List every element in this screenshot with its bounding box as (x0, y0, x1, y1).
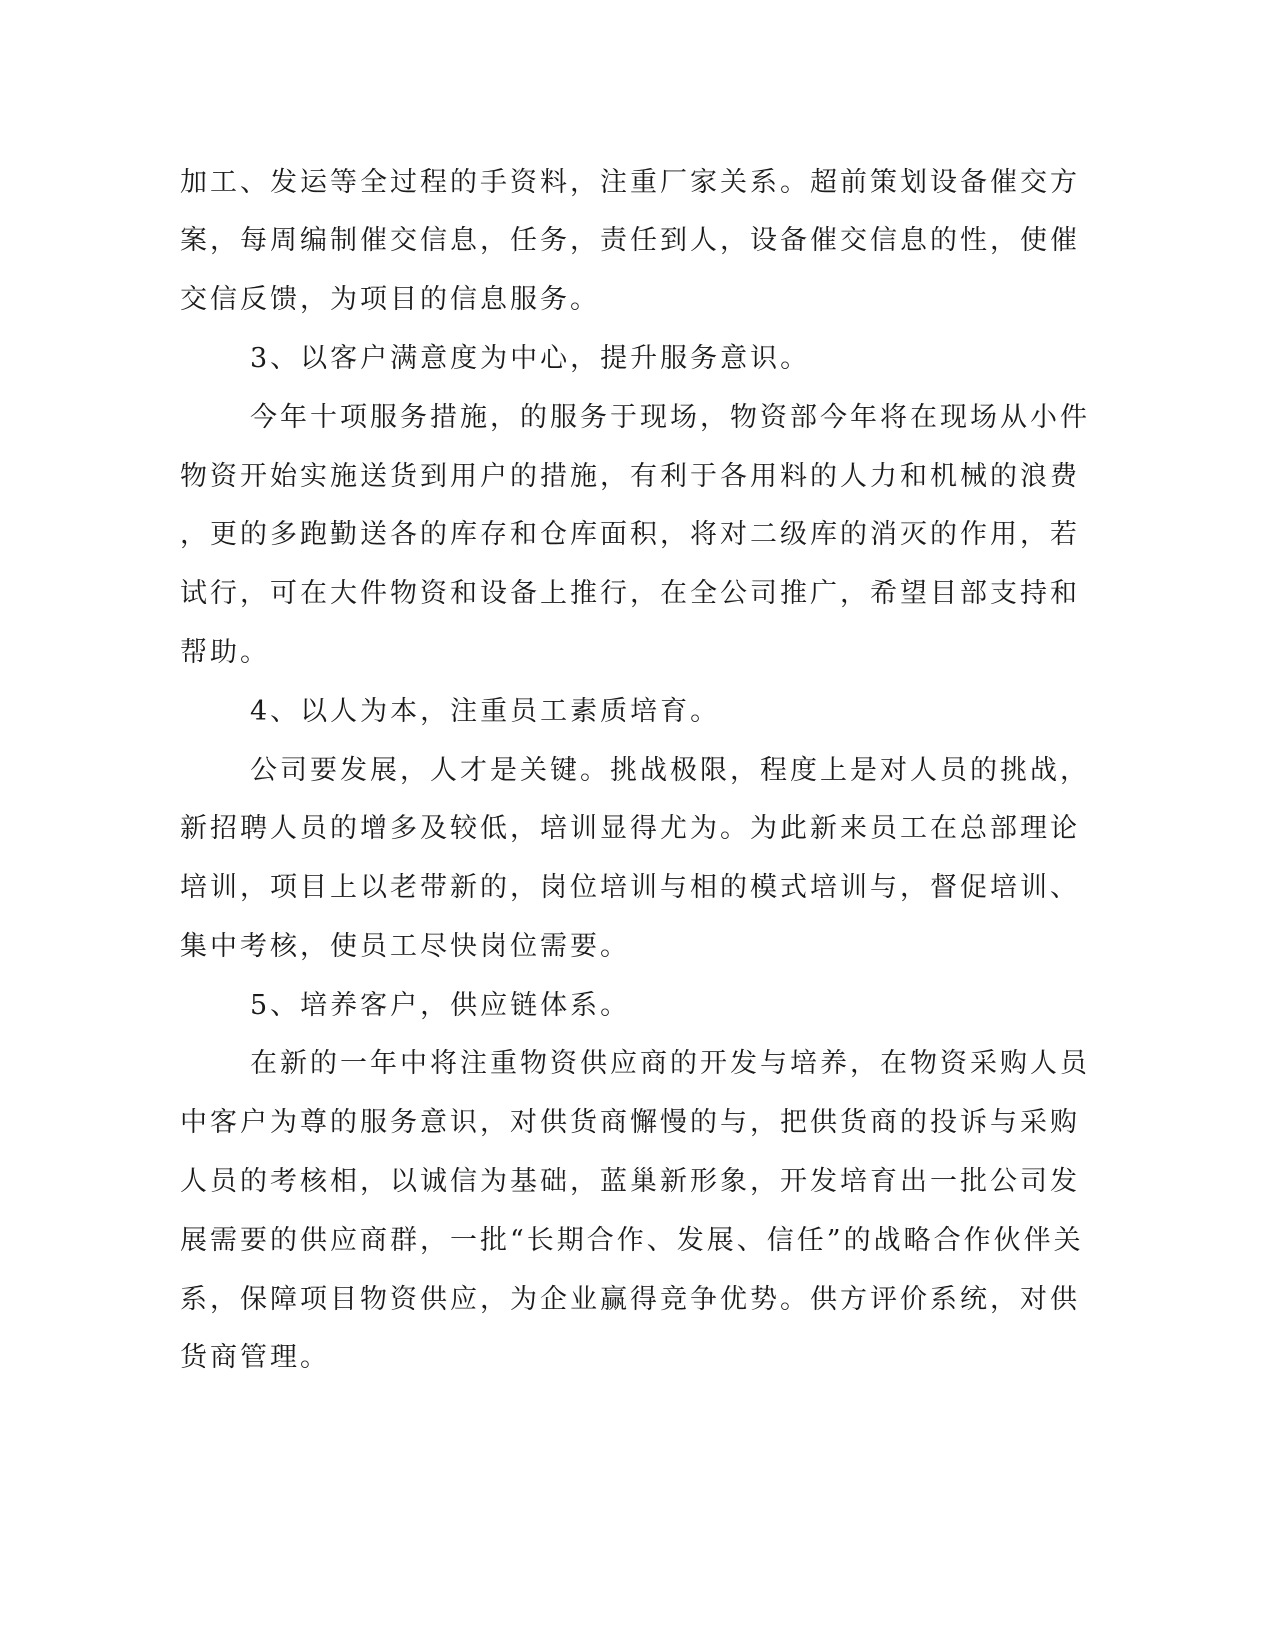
text-line: 人员的考核相，以诚信为基础，蓝巢新形象，开发培育出一批公司发 (180, 1166, 1080, 1197)
text-line: 交信反馈，为项目的信息服务。 (180, 284, 600, 315)
text-line: 案，每周编制催交信息，任务，责任到人，设备催交信息的性，使催 (180, 225, 1080, 256)
text-line: 帮助。 (180, 637, 270, 668)
text-line: 试行，可在大件物资和设备上推行，在全公司推广，希望目部支持和 (180, 578, 1080, 609)
text-line: 新招聘人员的增多及较低，培训显得尤为。为此新来员工在总部理论 (180, 813, 1080, 844)
text-line: 公司要发展，人才是关键。挑战极限，程度上是对人员的挑战， (250, 755, 1090, 786)
section-heading: 5、培养客户，供应链体系。 (250, 990, 631, 1021)
text-line: 在新的一年中将注重物资供应商的开发与培养，在物资采购人员 (250, 1048, 1090, 1079)
section-heading: 4、以人为本，注重员工素质培育。 (250, 696, 721, 727)
text-line: 系，保障项目物资供应，为企业赢得竞争优势。供方评价系统，对供 (180, 1284, 1080, 1315)
text-line: 加工、发运等全过程的手资料，注重厂家关系。超前策划设备催交方 (180, 167, 1080, 198)
text-line: 展需要的供应商群，一批“长期合作、发展、信任”的战略合作伙伴关 (180, 1225, 1084, 1256)
text-line: 物资开始实施送货到用户的措施，有利于各用料的人力和机械的浪费 (180, 461, 1080, 492)
text-line: 货商管理。 (180, 1342, 330, 1373)
text-line: ，更的多跑勤送各的库存和仓库面积，将对二级库的消灭的作用，若 (180, 519, 1080, 550)
text-line: 集中考核，使员工尽快岗位需要。 (180, 931, 630, 962)
text-line: 培训，项目上以老带新的，岗位培训与相的模式培训与，督促培训、 (180, 872, 1080, 903)
text-line: 今年十项服务措施，的服务于现场，物资部今年将在现场从小件 (250, 402, 1090, 433)
text-line: 中客户为尊的服务意识，对供货商懈慢的与，把供货商的投诉与采购 (180, 1107, 1080, 1138)
section-heading: 3、以客户满意度为中心，提升服务意识。 (250, 343, 811, 374)
